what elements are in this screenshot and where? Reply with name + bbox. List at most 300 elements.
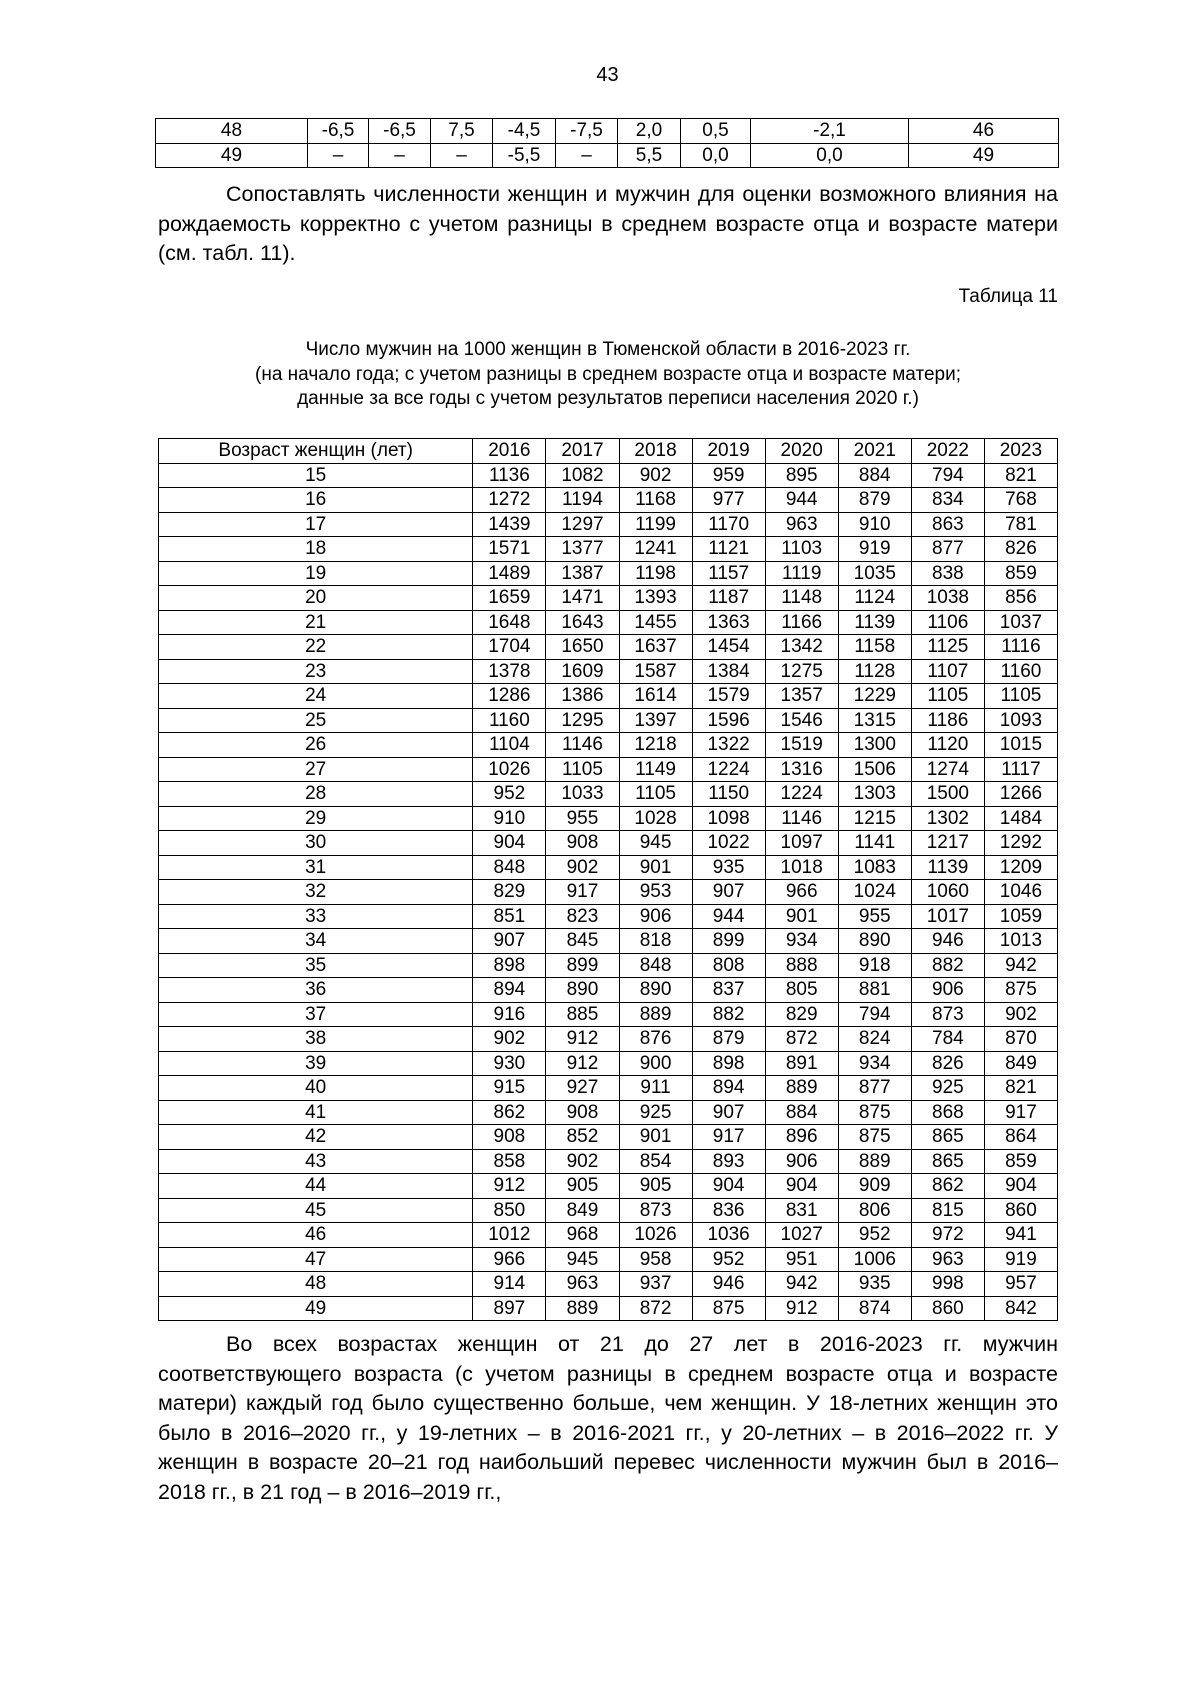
table-cell: 906 bbox=[765, 1149, 838, 1174]
table-cell: 860 bbox=[911, 1296, 984, 1321]
table-cell: 865 bbox=[911, 1125, 984, 1150]
table-row bbox=[159, 806, 1058, 831]
table-cell: 1037 bbox=[984, 610, 1057, 635]
table-cell: -7,5 bbox=[556, 119, 618, 144]
table-cell: 1704 bbox=[473, 635, 546, 660]
table-cell: 860 bbox=[984, 1198, 1057, 1223]
table-cell: 930 bbox=[473, 1051, 546, 1076]
table-cell: 781 bbox=[984, 512, 1057, 537]
table-cell: 48 bbox=[159, 1272, 473, 1297]
table-cell: 935 bbox=[692, 855, 765, 880]
table-row bbox=[159, 488, 1058, 513]
table-cell: 934 bbox=[838, 1051, 911, 1076]
table-cell: 1012 bbox=[473, 1223, 546, 1248]
table-cell: 1363 bbox=[692, 610, 765, 635]
table-cell: 1571 bbox=[473, 537, 546, 562]
table-cell: 0,0 bbox=[751, 143, 909, 168]
table-cell: 893 bbox=[692, 1149, 765, 1174]
table-row bbox=[159, 1027, 1058, 1052]
table-cell: 1026 bbox=[473, 757, 546, 782]
table-cell: 42 bbox=[159, 1125, 473, 1150]
table-cell: 1139 bbox=[838, 610, 911, 635]
table-cell: 907 bbox=[692, 1100, 765, 1125]
table-cell: – bbox=[431, 143, 493, 168]
table-cell: 1046 bbox=[984, 880, 1057, 905]
table-cell: 1519 bbox=[765, 733, 838, 758]
table-cell: 875 bbox=[838, 1125, 911, 1150]
table-cell: 946 bbox=[911, 929, 984, 954]
table-cell: 1036 bbox=[692, 1223, 765, 1248]
table-cell: 1471 bbox=[546, 586, 619, 611]
table-cell: -6,5 bbox=[369, 119, 431, 144]
table-row bbox=[159, 904, 1058, 929]
table-cell: 1295 bbox=[546, 708, 619, 733]
table-cell: 1648 bbox=[473, 610, 546, 635]
table-cell: 904 bbox=[984, 1174, 1057, 1199]
table-cell: 849 bbox=[984, 1051, 1057, 1076]
table-cell: 889 bbox=[546, 1296, 619, 1321]
table-cell: 852 bbox=[546, 1125, 619, 1150]
table-cell: 1397 bbox=[619, 708, 692, 733]
table-cell: 1217 bbox=[911, 831, 984, 856]
table-cell: 31 bbox=[159, 855, 473, 880]
caption-line: Число мужчин на 1000 женщин в Тюменской области в 2016-2023 гг. bbox=[305, 339, 911, 360]
table-cell: 890 bbox=[546, 978, 619, 1003]
table-cell: 905 bbox=[546, 1174, 619, 1199]
table-row bbox=[159, 512, 1058, 537]
table-cell: 864 bbox=[984, 1125, 1057, 1150]
table-cell: 35 bbox=[159, 953, 473, 978]
table-cell: 842 bbox=[984, 1296, 1057, 1321]
table-row bbox=[159, 1272, 1058, 1297]
table-cell: 1117 bbox=[984, 757, 1057, 782]
table-cell: 1103 bbox=[765, 537, 838, 562]
table-cell: 23 bbox=[159, 659, 473, 684]
table-cell: 889 bbox=[619, 1002, 692, 1027]
table-cell: 1506 bbox=[838, 757, 911, 782]
table-cell: 925 bbox=[619, 1100, 692, 1125]
table-cell: 953 bbox=[619, 880, 692, 905]
table-cell: 963 bbox=[765, 512, 838, 537]
table-cell: 1186 bbox=[911, 708, 984, 733]
table-cell: 937 bbox=[619, 1272, 692, 1297]
table-cell: 1489 bbox=[473, 561, 546, 586]
table-cell: 1297 bbox=[546, 512, 619, 537]
table-cell: 918 bbox=[838, 953, 911, 978]
table-cell: 927 bbox=[546, 1076, 619, 1101]
table-cell: 952 bbox=[838, 1223, 911, 1248]
table-cell: 1148 bbox=[765, 586, 838, 611]
table-cell: 25 bbox=[159, 708, 473, 733]
table-cell: 0,5 bbox=[681, 119, 751, 144]
table-cell: 1274 bbox=[911, 757, 984, 782]
table-cell: 851 bbox=[473, 904, 546, 929]
table-cell: 891 bbox=[765, 1051, 838, 1076]
table-row bbox=[159, 684, 1058, 709]
table-cell: 955 bbox=[838, 904, 911, 929]
table-cell: 1198 bbox=[619, 561, 692, 586]
table-cell: 848 bbox=[619, 953, 692, 978]
table-cell: 888 bbox=[765, 953, 838, 978]
table-cell: 889 bbox=[838, 1149, 911, 1174]
table-cell: 900 bbox=[619, 1051, 692, 1076]
table-cell: 908 bbox=[473, 1125, 546, 1150]
table-cell: 902 bbox=[546, 855, 619, 880]
table-row bbox=[159, 1125, 1058, 1150]
table-cell: 794 bbox=[911, 463, 984, 488]
table-cell: 1149 bbox=[619, 757, 692, 782]
table-cell: 862 bbox=[473, 1100, 546, 1125]
table-cell: 2022 bbox=[911, 439, 984, 464]
table-cell: 959 bbox=[692, 463, 765, 488]
table-row bbox=[159, 586, 1058, 611]
table-cell: 2020 bbox=[765, 439, 838, 464]
table-cell: 1224 bbox=[692, 757, 765, 782]
table-cell: 876 bbox=[619, 1027, 692, 1052]
table-cell: 1082 bbox=[546, 463, 619, 488]
table-cell: 1241 bbox=[619, 537, 692, 562]
table-cell: 908 bbox=[546, 1100, 619, 1125]
table-cell: 875 bbox=[838, 1100, 911, 1125]
table-cell: 856 bbox=[984, 586, 1057, 611]
table-cell: – bbox=[369, 143, 431, 168]
table-cell: 1275 bbox=[765, 659, 838, 684]
table-cell: 1028 bbox=[619, 806, 692, 831]
page-number: 43 bbox=[596, 64, 619, 86]
table-cell: 1098 bbox=[692, 806, 765, 831]
continued-table bbox=[155, 118, 1059, 168]
table-cell: 896 bbox=[765, 1125, 838, 1150]
table-cell: 1286 bbox=[473, 684, 546, 709]
table-cell: 815 bbox=[911, 1198, 984, 1223]
table-header-row bbox=[159, 439, 1058, 464]
paragraph-analysis: Во всех возрастах женщин от 21 до 27 лет в 2016-2023 гг. мужчин соответствующего возраста (с учетом разницы в среднем возрасте отца и возрасте матери) каждый год было существенно больше, чем женщин. У 18-летних женщин это было в 2016–2020 гг., у 19-летних – в 2016-2021 гг., у 20-летних – в 2016–2022 гг. У женщин в возрасте 20–21 год наибольший перевес численности мужчин был в 2016–2018 гг., в 21 год – в 2016–2019 гг., bbox=[158, 1332, 1058, 1504]
table-cell: 1596 bbox=[692, 708, 765, 733]
table-cell: 908 bbox=[546, 831, 619, 856]
table-cell: -5,5 bbox=[493, 143, 556, 168]
table-cell: 1106 bbox=[911, 610, 984, 635]
table-cell: 902 bbox=[984, 1002, 1057, 1027]
table-cell: 902 bbox=[619, 463, 692, 488]
table-cell: 912 bbox=[765, 1296, 838, 1321]
table-cell: 1342 bbox=[765, 635, 838, 660]
table-cell: 1116 bbox=[984, 635, 1057, 660]
table-cell: 881 bbox=[838, 978, 911, 1003]
table-row bbox=[156, 143, 1059, 168]
table-cell: 915 bbox=[473, 1076, 546, 1101]
table-cell: 957 bbox=[984, 1272, 1057, 1297]
table-cell: 870 bbox=[984, 1027, 1057, 1052]
table-cell: 925 bbox=[911, 1076, 984, 1101]
table-cell: 944 bbox=[692, 904, 765, 929]
table-cell: 1393 bbox=[619, 586, 692, 611]
table-cell: 902 bbox=[473, 1027, 546, 1052]
table-cell: 1614 bbox=[619, 684, 692, 709]
table-row bbox=[159, 733, 1058, 758]
table-cell: 1105 bbox=[911, 684, 984, 709]
paragraph-intro: Сопоставлять численности женщин и мужчин для оценки возможного влияния на рождаемость корректно с учетом разницы в среднем возрасте отца и возрасте матери (см. табл. 11). bbox=[158, 182, 1058, 265]
table-cell: 1384 bbox=[692, 659, 765, 684]
table-cell: 1378 bbox=[473, 659, 546, 684]
table-cell: 966 bbox=[765, 880, 838, 905]
table-cell: 905 bbox=[619, 1174, 692, 1199]
table-cell: 1439 bbox=[473, 512, 546, 537]
table-cell: 854 bbox=[619, 1149, 692, 1174]
table-cell: 904 bbox=[692, 1174, 765, 1199]
table-cell: 1484 bbox=[984, 806, 1057, 831]
table-row bbox=[159, 1051, 1058, 1076]
table-cell: -2,1 bbox=[751, 119, 909, 144]
table-cell: 863 bbox=[911, 512, 984, 537]
table-cell: 1017 bbox=[911, 904, 984, 929]
table-cell: 879 bbox=[692, 1027, 765, 1052]
table-cell: 1141 bbox=[838, 831, 911, 856]
table-cell: 875 bbox=[692, 1296, 765, 1321]
table-cell: 1229 bbox=[838, 684, 911, 709]
table-row bbox=[159, 708, 1058, 733]
table-cell: 906 bbox=[911, 978, 984, 1003]
table-cell: 0,0 bbox=[681, 143, 751, 168]
table-cell: 2,0 bbox=[618, 119, 681, 144]
table-cell: 1160 bbox=[984, 659, 1057, 684]
table-cell: 1022 bbox=[692, 831, 765, 856]
table-row bbox=[159, 978, 1058, 1003]
table-cell: 837 bbox=[692, 978, 765, 1003]
table-cell: 882 bbox=[911, 953, 984, 978]
table-cell: 998 bbox=[911, 1272, 984, 1297]
table-cell: 946 bbox=[692, 1272, 765, 1297]
table-cell: 1120 bbox=[911, 733, 984, 758]
table-cell: 885 bbox=[546, 1002, 619, 1027]
table-cell: 873 bbox=[911, 1002, 984, 1027]
table-cell: 1119 bbox=[765, 561, 838, 586]
table-cell: 914 bbox=[473, 1272, 546, 1297]
table-cell: 966 bbox=[473, 1247, 546, 1272]
table-cell: 46 bbox=[159, 1223, 473, 1248]
table-cell: 39 bbox=[159, 1051, 473, 1076]
table-cell: 859 bbox=[984, 1149, 1057, 1174]
table-cell: 5,5 bbox=[618, 143, 681, 168]
table-cell: 824 bbox=[838, 1027, 911, 1052]
table-cell: 879 bbox=[838, 488, 911, 513]
table-cell: 909 bbox=[838, 1174, 911, 1199]
table-cell: 1386 bbox=[546, 684, 619, 709]
table-row bbox=[159, 831, 1058, 856]
table-cell: 901 bbox=[765, 904, 838, 929]
table-cell: 1033 bbox=[546, 782, 619, 807]
table-cell: 1387 bbox=[546, 561, 619, 586]
table-cell: 48 bbox=[156, 119, 308, 144]
table-cell: 2023 bbox=[984, 439, 1057, 464]
table-label: Таблица 11 bbox=[958, 286, 1058, 307]
table-cell: 868 bbox=[911, 1100, 984, 1125]
table-cell: 15 bbox=[159, 463, 473, 488]
table-cell: 849 bbox=[546, 1198, 619, 1223]
table-cell: 821 bbox=[984, 463, 1057, 488]
table-cell: 845 bbox=[546, 929, 619, 954]
table-cell: 1357 bbox=[765, 684, 838, 709]
table-cell: 963 bbox=[911, 1247, 984, 1272]
table-cell: 1125 bbox=[911, 635, 984, 660]
table-cell: 17 bbox=[159, 512, 473, 537]
table-cell: 27 bbox=[159, 757, 473, 782]
table-cell: 1609 bbox=[546, 659, 619, 684]
table-row bbox=[159, 610, 1058, 635]
table-cell: 898 bbox=[692, 1051, 765, 1076]
table-cell: 768 bbox=[984, 488, 1057, 513]
table-cell: 944 bbox=[765, 488, 838, 513]
table-cell: 972 bbox=[911, 1223, 984, 1248]
table-row bbox=[159, 463, 1058, 488]
table-cell: 899 bbox=[692, 929, 765, 954]
table-cell: 899 bbox=[546, 953, 619, 978]
table-cell: 1060 bbox=[911, 880, 984, 905]
table-cell: 1315 bbox=[838, 708, 911, 733]
table-cell: 38 bbox=[159, 1027, 473, 1052]
table-cell: 1303 bbox=[838, 782, 911, 807]
table-cell: 877 bbox=[911, 537, 984, 562]
table-cell: 2021 bbox=[838, 439, 911, 464]
table-cell: 40 bbox=[159, 1076, 473, 1101]
table-cell: 934 bbox=[765, 929, 838, 954]
table-cell: 834 bbox=[911, 488, 984, 513]
table-row bbox=[159, 953, 1058, 978]
table-cell: 826 bbox=[911, 1051, 984, 1076]
table-cell: 1104 bbox=[473, 733, 546, 758]
table-cell: 1150 bbox=[692, 782, 765, 807]
table-cell: 917 bbox=[692, 1125, 765, 1150]
table-cell: 875 bbox=[984, 978, 1057, 1003]
table-cell: 916 bbox=[473, 1002, 546, 1027]
table-cell: 862 bbox=[911, 1174, 984, 1199]
table-cell: 1316 bbox=[765, 757, 838, 782]
table-cell: 1659 bbox=[473, 586, 546, 611]
table-cell: 1643 bbox=[546, 610, 619, 635]
table-cell: 917 bbox=[984, 1100, 1057, 1125]
table-cell: 24 bbox=[159, 684, 473, 709]
table-cell: 884 bbox=[838, 463, 911, 488]
table-row bbox=[159, 880, 1058, 905]
table-cell: 941 bbox=[984, 1223, 1057, 1248]
table-cell: 1013 bbox=[984, 929, 1057, 954]
table-cell: 850 bbox=[473, 1198, 546, 1223]
table-cell: 46 bbox=[909, 119, 1059, 144]
table-row bbox=[159, 757, 1058, 782]
table-cell: 890 bbox=[838, 929, 911, 954]
table-cell: 1035 bbox=[838, 561, 911, 586]
table-cell: 858 bbox=[473, 1149, 546, 1174]
table-cell: 1160 bbox=[473, 708, 546, 733]
table-cell: 1107 bbox=[911, 659, 984, 684]
table-cell: 26 bbox=[159, 733, 473, 758]
table-row bbox=[159, 537, 1058, 562]
table-cell: – bbox=[308, 143, 369, 168]
table-cell: 49 bbox=[909, 143, 1059, 168]
table-cell: 47 bbox=[159, 1247, 473, 1272]
table-cell: 902 bbox=[546, 1149, 619, 1174]
caption-line: (на начало года; с учетом разницы в среднем возрасте отца и возрасте матери; bbox=[255, 363, 961, 385]
table-cell: 912 bbox=[546, 1027, 619, 1052]
table-cell: 865 bbox=[911, 1149, 984, 1174]
table-row bbox=[159, 659, 1058, 684]
table-row bbox=[159, 635, 1058, 660]
table-cell: 1500 bbox=[911, 782, 984, 807]
table-cell: 1158 bbox=[838, 635, 911, 660]
table-cell: 836 bbox=[692, 1198, 765, 1223]
table-cell: 872 bbox=[765, 1027, 838, 1052]
table-cell: 955 bbox=[546, 806, 619, 831]
table-cell: 952 bbox=[473, 782, 546, 807]
table-cell: 43 bbox=[159, 1149, 473, 1174]
table-cell: 44 bbox=[159, 1174, 473, 1199]
table-cell: 2018 bbox=[619, 439, 692, 464]
table-cell: 1224 bbox=[765, 782, 838, 807]
table-row bbox=[159, 1002, 1058, 1027]
table-cell: 2017 bbox=[546, 439, 619, 464]
table-cell: 1166 bbox=[765, 610, 838, 635]
table-row bbox=[159, 1100, 1058, 1125]
table-cell: 1546 bbox=[765, 708, 838, 733]
table-cell: 963 bbox=[546, 1272, 619, 1297]
table-cell: 30 bbox=[159, 831, 473, 856]
table-cell: 1128 bbox=[838, 659, 911, 684]
table-cell: 897 bbox=[473, 1296, 546, 1321]
table-cell: 1146 bbox=[765, 806, 838, 831]
table-row bbox=[159, 561, 1058, 586]
table-cell: 919 bbox=[984, 1247, 1057, 1272]
table-cell: 935 bbox=[838, 1272, 911, 1297]
table-row bbox=[159, 1296, 1058, 1321]
table-cell: 18 bbox=[159, 537, 473, 562]
table-cell: 958 bbox=[619, 1247, 692, 1272]
table-cell: 1146 bbox=[546, 733, 619, 758]
table-cell: 806 bbox=[838, 1198, 911, 1223]
table-row bbox=[159, 1223, 1058, 1248]
table-cell: 1027 bbox=[765, 1223, 838, 1248]
table-cell: 1187 bbox=[692, 586, 765, 611]
table-cell: 1302 bbox=[911, 806, 984, 831]
table-cell: 874 bbox=[838, 1296, 911, 1321]
table-cell: 1377 bbox=[546, 537, 619, 562]
table-cell: 818 bbox=[619, 929, 692, 954]
table-cell: Возраст женщин (лет) bbox=[159, 439, 473, 464]
men-per-1000-women-table bbox=[158, 438, 1058, 1321]
table-cell: 1105 bbox=[619, 782, 692, 807]
table-cell: 907 bbox=[473, 929, 546, 954]
table-cell: 1218 bbox=[619, 733, 692, 758]
table-cell: 823 bbox=[546, 904, 619, 929]
table-cell: 838 bbox=[911, 561, 984, 586]
table-cell: 1292 bbox=[984, 831, 1057, 856]
table-cell: 1093 bbox=[984, 708, 1057, 733]
table-cell: 894 bbox=[692, 1076, 765, 1101]
table-cell: 1139 bbox=[911, 855, 984, 880]
table-cell: 831 bbox=[765, 1198, 838, 1223]
table-cell: 1083 bbox=[838, 855, 911, 880]
table-cell: 1015 bbox=[984, 733, 1057, 758]
table-cell: 1105 bbox=[546, 757, 619, 782]
table-cell: 917 bbox=[546, 880, 619, 905]
table-cell: 1105 bbox=[984, 684, 1057, 709]
table-cell: 1018 bbox=[765, 855, 838, 880]
caption-line: данные за все годы с учетом результатов переписи населения 2020 г.) bbox=[297, 388, 919, 409]
table-cell: 884 bbox=[765, 1100, 838, 1125]
table-row bbox=[159, 929, 1058, 954]
table-row bbox=[159, 855, 1058, 880]
table-cell: 895 bbox=[765, 463, 838, 488]
table-cell: 968 bbox=[546, 1223, 619, 1248]
table-cell: 19 bbox=[159, 561, 473, 586]
